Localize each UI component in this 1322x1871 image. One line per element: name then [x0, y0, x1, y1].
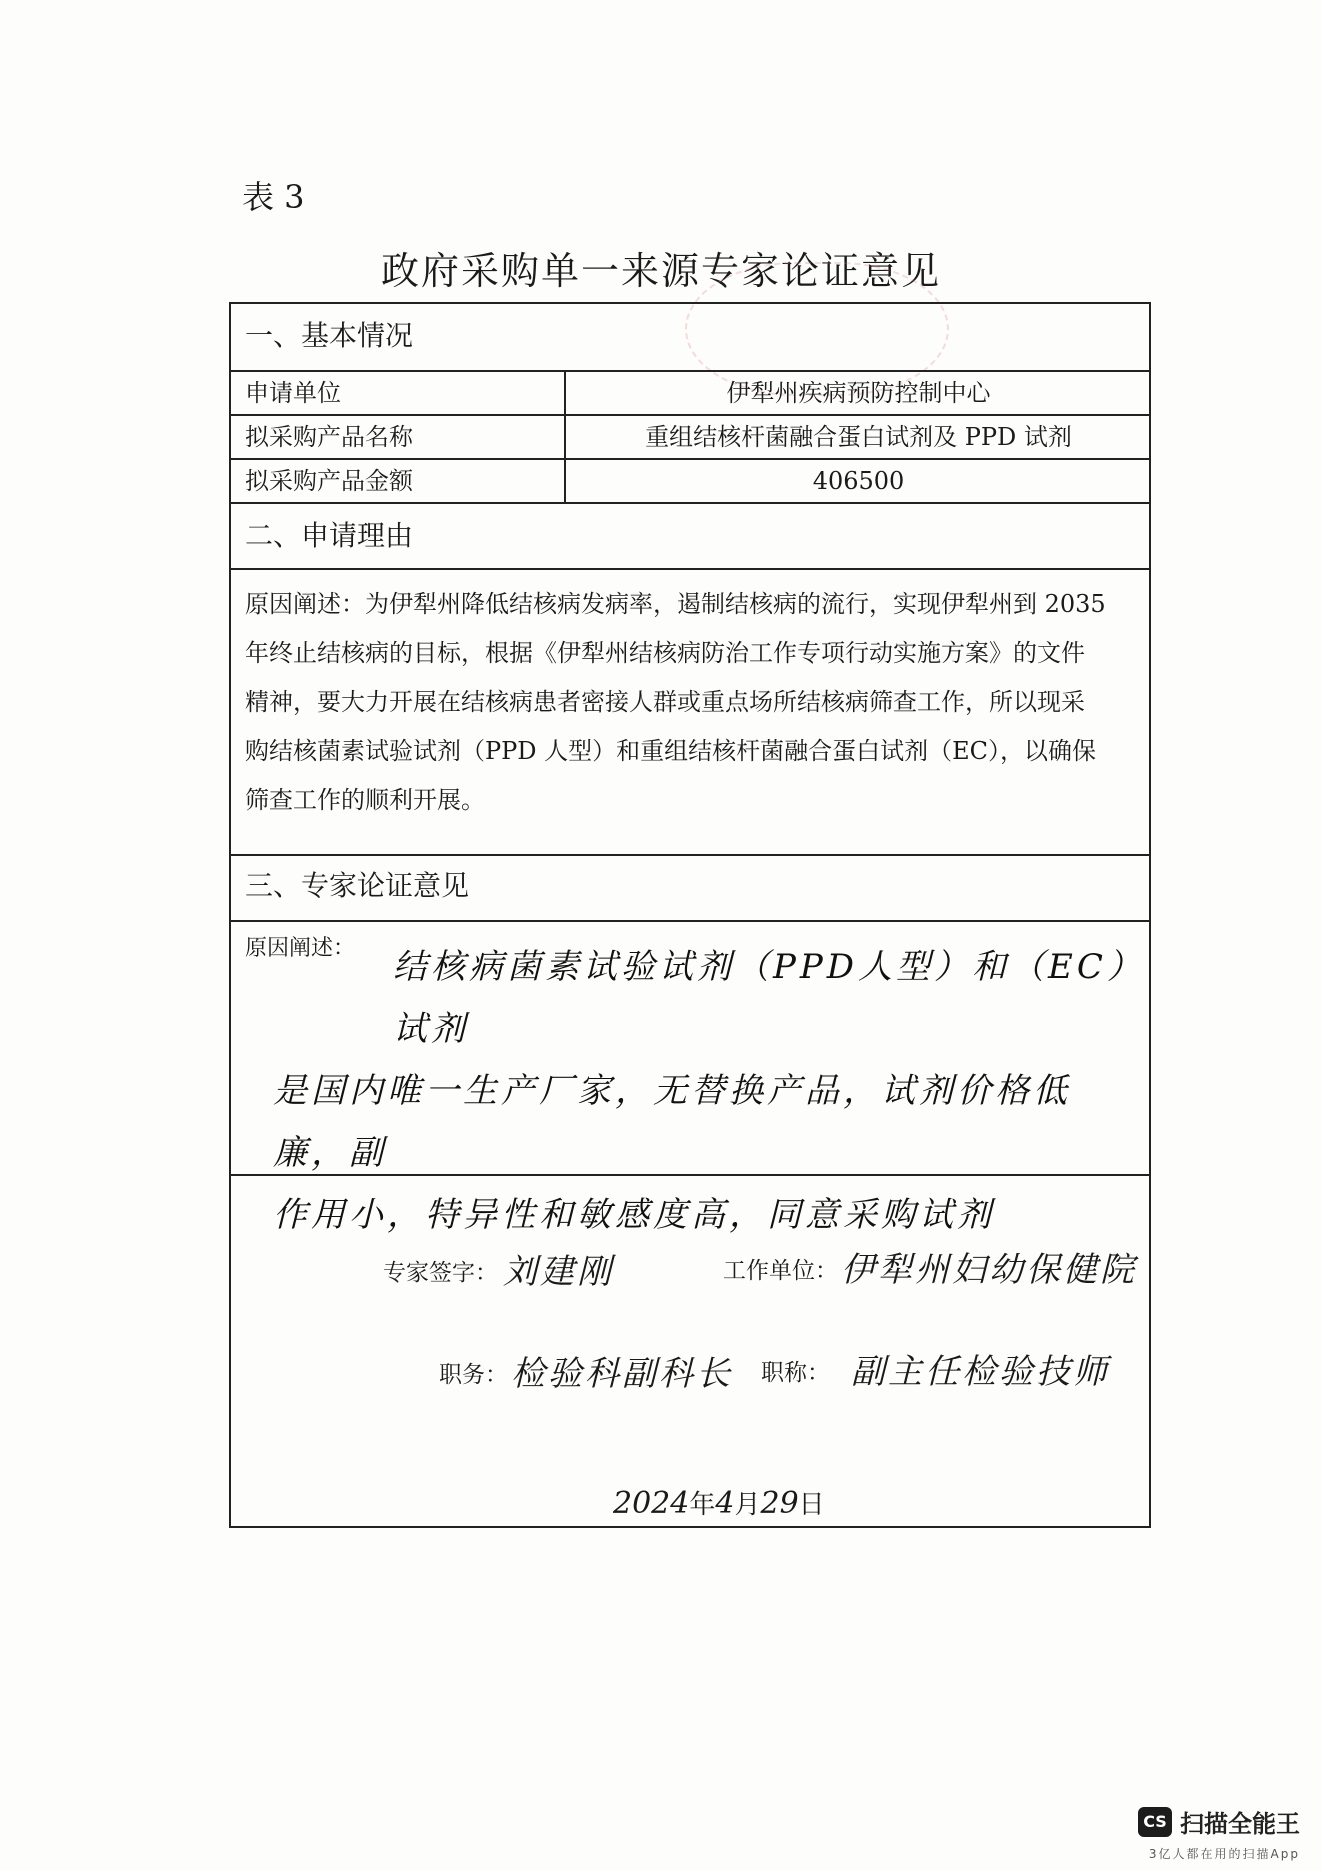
- value-product-name: 重组结核杆菌融合蛋白试剂及 PPD 试剂: [645, 423, 1072, 451]
- expert-signature: 刘建刚: [503, 1252, 614, 1292]
- row-divider: [231, 920, 1149, 922]
- work-unit-value: 伊犁州妇幼保健院: [841, 1250, 1137, 1290]
- section-heading-basic: 一、基本情况: [245, 319, 414, 352]
- page-tag: 表 3: [242, 178, 305, 216]
- label-product-name: 拟采购产品名称: [245, 423, 413, 451]
- handwritten-line: 是国内唯一生产厂家，无替换产品，试剂价格低廉，副: [273, 1071, 1071, 1173]
- value-product-amount: 406500: [812, 467, 905, 495]
- reason-line: 筛查工作的顺利开展。: [245, 786, 485, 814]
- date-month: 4: [715, 1486, 735, 1521]
- date-year-suffix: 年: [689, 1490, 716, 1520]
- duty-label: 职务：: [439, 1362, 508, 1388]
- value-applicant: 伊犁州疾病预防控制中心: [726, 379, 991, 407]
- row-divider: [231, 370, 1149, 372]
- reason-line: 购结核菌素试验试剂（PPD 人型）和重组结核杆菌融合蛋白试剂（EC），以确保: [245, 737, 1097, 765]
- reason-line: 年终止结核病的目标，根据《伊犁州结核病防治工作专项行动实施方案》的文件: [245, 639, 1085, 667]
- signature-date: [613, 1484, 825, 1521]
- date-month-suffix: 月: [734, 1490, 761, 1520]
- document-title: 政府采购单一来源专家论证意见: [380, 249, 941, 293]
- reason-paragraph: [245, 580, 1135, 825]
- date-year: 2024: [613, 1486, 690, 1521]
- section-heading-reason: 二、申请理由: [245, 519, 414, 552]
- row-divider: [231, 854, 1149, 856]
- row-divider: [231, 458, 1149, 460]
- date-day: 29: [760, 1486, 799, 1521]
- work-unit-label: 工作单位：: [723, 1258, 838, 1284]
- row-divider: [231, 502, 1149, 504]
- handwritten-opinion: [273, 936, 1129, 1246]
- reason-line: 精神，要大力开展在结核病患者密接人群或重点场所结核病筛查工作，所以现采: [245, 688, 1085, 716]
- reason-line: 原因阐述：为伊犁州降低结核病发病率，遏制结核病的流行，实现伊犁州到 2035: [245, 590, 1106, 618]
- watermark-tagline: 3亿人都在用的扫描App: [1148, 1847, 1300, 1861]
- duty-value: 检验科副科长: [511, 1354, 733, 1394]
- watermark-name: 扫描全能王: [1180, 1810, 1300, 1838]
- expert-signature-label: 专家签字：: [383, 1260, 498, 1286]
- handwritten-line: 作用小，特异性和敏感度高，同意采购试剂: [273, 1195, 995, 1235]
- label-product-amount: 拟采购产品金额: [245, 467, 413, 495]
- camscanner-logo-icon: CS: [1138, 1807, 1172, 1837]
- handwritten-line: 结核病菌素试验试剂（PPD人型）和（EC）试剂: [393, 947, 1128, 1049]
- date-day-suffix: 日: [798, 1490, 825, 1520]
- rank-label: 职称：: [761, 1360, 830, 1386]
- opinion-reason-label: 原因阐述：: [245, 936, 356, 961]
- form-table: [229, 302, 1151, 1528]
- scanner-watermark: [1138, 1804, 1300, 1839]
- rank-value: 副主任检验技师: [851, 1352, 1110, 1392]
- row-divider: [231, 568, 1149, 570]
- section-heading-opinion: 三、专家论证意见: [245, 869, 470, 902]
- row-divider: [231, 414, 1149, 416]
- label-applicant: 申请单位: [245, 379, 341, 407]
